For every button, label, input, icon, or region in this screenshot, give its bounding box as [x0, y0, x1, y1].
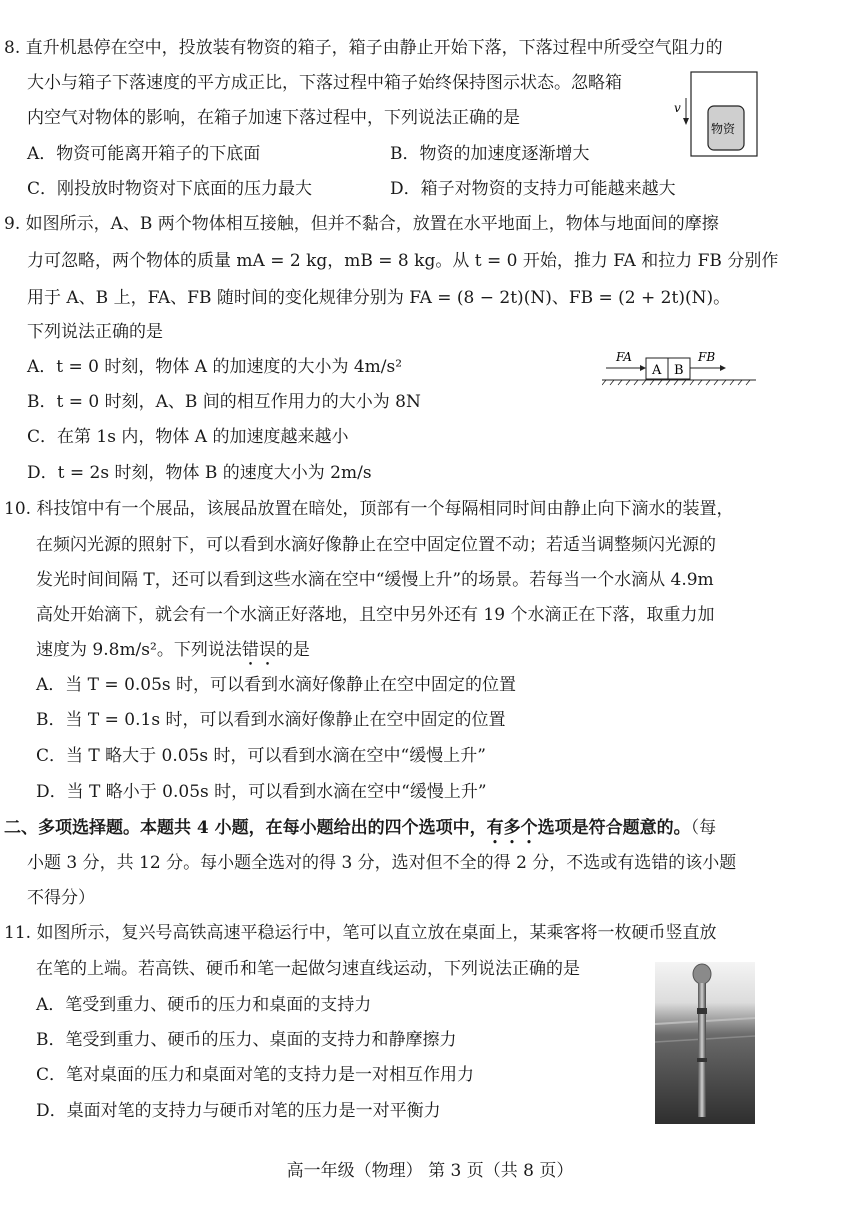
- fa-label: FA: [616, 350, 632, 364]
- q9-option-a: A．t = 0 时刻，物体 A 的加速度的大小为 4m/s²: [27, 357, 403, 377]
- q9-line-4: 下列说法正确的是: [27, 322, 163, 342]
- q10-option-c: C．当 T 略大于 0.05s 时，可以看到水滴在空中“缓慢上升”: [36, 746, 486, 766]
- section-2-note-line-2: 小题 3 分，共 12 分。每小题全选对的得 3 分，选对但不全的得 2 分，不选或有选错的该小题: [27, 853, 737, 873]
- q10-option-b: B．当 T = 0.1s 时，可以看到水滴好像静止在空中固定的位置: [36, 710, 506, 730]
- q8-option-a: A．物资可能离开箱子的下底面: [27, 144, 261, 164]
- fb-label: FB: [698, 350, 716, 364]
- q11-line-2: 在笔的上端。若高铁、硬币和笔一起做匀速直线运动，下列说法正确的是: [36, 959, 580, 979]
- q10-line-1: 10. 科技馆中有一个展品，该展品放置在暗处，顶部有一个每隔相同时间由静止向下滴水的装置，: [4, 499, 734, 519]
- q11-option-d: D．桌面对笔的支持力与硬币对笔的压力是一对平衡力: [36, 1101, 441, 1121]
- q9-option-d: D．t = 2s 时刻，物体 B 的速度大小为 2m/s: [27, 463, 372, 483]
- q8-line-1: 8. 直升机悬停在空中，投放装有物资的箱子，箱子由静止开始下落，下落过程中所受空气阻力的: [4, 38, 723, 58]
- block-b-label: B: [674, 363, 684, 378]
- q10-line-3: 发光时间间隔 T，还可以看到这些水滴在空中“缓慢上升”的场景。若每当一个水滴从 4.9m: [36, 570, 714, 590]
- coin-pen-illustration: [655, 962, 755, 1124]
- q8-line-3: 内空气对物体的影响，在箱子加速下落过程中，下列说法正确的是: [27, 108, 520, 128]
- coin-on-pen-photo: [655, 962, 755, 1124]
- q11-option-a: A．笔受到重力、硬币的压力和桌面的支持力: [36, 995, 372, 1015]
- q9-blocks-figure: [602, 346, 758, 390]
- q9-line-2: 力可忽略，两个物体的质量 mA = 2 kg，mB = 8 kg。从 t = 0 开始，推力 FA 和拉力 FB 分别作: [27, 251, 779, 271]
- q8-option-c: C．刚投放时物资对下底面的压力最大: [27, 179, 313, 199]
- q11-line-1: 11. 如图所示，复兴号高铁高速平稳运行中，笔可以直立放在桌面上，某乘客将一枚硬币竖直放: [4, 923, 717, 943]
- box-label: 物资: [711, 122, 736, 136]
- section-2-note-line-3: 不得分）: [27, 888, 95, 908]
- velocity-label: v: [674, 101, 681, 115]
- q9-option-b: B．t = 0 时刻，A、B 间的相互作用力的大小为 8N: [27, 392, 421, 412]
- q9-line-3: 用于 A、B 上，FA、FB 随时间的变化规律分别为 FA = (8 − 2t)(N)、FB = (2 + 2t)(N)。: [27, 288, 731, 308]
- q10-line-4: 高处开始滴下，就会有一个水滴正好落地，且空中另外还有 19 个水滴正在下落，取重力加: [36, 605, 715, 625]
- q9-line-1: 9. 如图所示，A、B 两个物体相互接触，但并不黏合，放置在水平地面上，物体与地面间的摩擦: [4, 214, 719, 234]
- block-a-label: A: [652, 363, 662, 378]
- q8-option-b: B．物资的加速度逐渐增大: [390, 144, 590, 164]
- emphasis-multiple: 有多个: [486, 818, 538, 838]
- section-2-title: 二、多项选择题。本题共 4 小题，在每小题给出的四个选项中，有多个选项是符合题意的。（每: [4, 818, 717, 838]
- q8-box-figure: [668, 70, 760, 158]
- q11-option-b: B．笔受到重力、硬币的压力、桌面的支持力和静摩擦力: [36, 1030, 457, 1050]
- q10-option-d: D．当 T 略小于 0.05s 时，可以看到水滴在空中“缓慢上升”: [36, 782, 487, 802]
- page-footer: 高一年级（物理） 第 3 页（共 8 页）: [286, 1161, 574, 1181]
- q8-line-2: 大小与箱子下落速度的平方成正比，下落过程中箱子始终保持图示状态。忽略箱: [27, 73, 622, 93]
- emphasis-wrong: 错误: [241, 640, 276, 660]
- q10-line-5: 速度为 9.8m/s²。下列说法错误的是: [36, 640, 310, 660]
- q9-option-c: C．在第 1s 内，物体 A 的加速度越来越小: [27, 427, 349, 447]
- q10-line-2: 在频闪光源的照射下，可以看到水滴好像静止在空中固定位置不动；若适当调整频闪光源的: [36, 535, 716, 555]
- q11-option-c: C．笔对桌面的压力和桌面对笔的支持力是一对相互作用力: [36, 1065, 475, 1085]
- q10-option-a: A．当 T = 0.05s 时，可以看到水滴好像静止在空中固定的位置: [36, 675, 517, 695]
- q8-option-d: D．箱子对物资的支持力可能越来越大: [390, 179, 676, 199]
